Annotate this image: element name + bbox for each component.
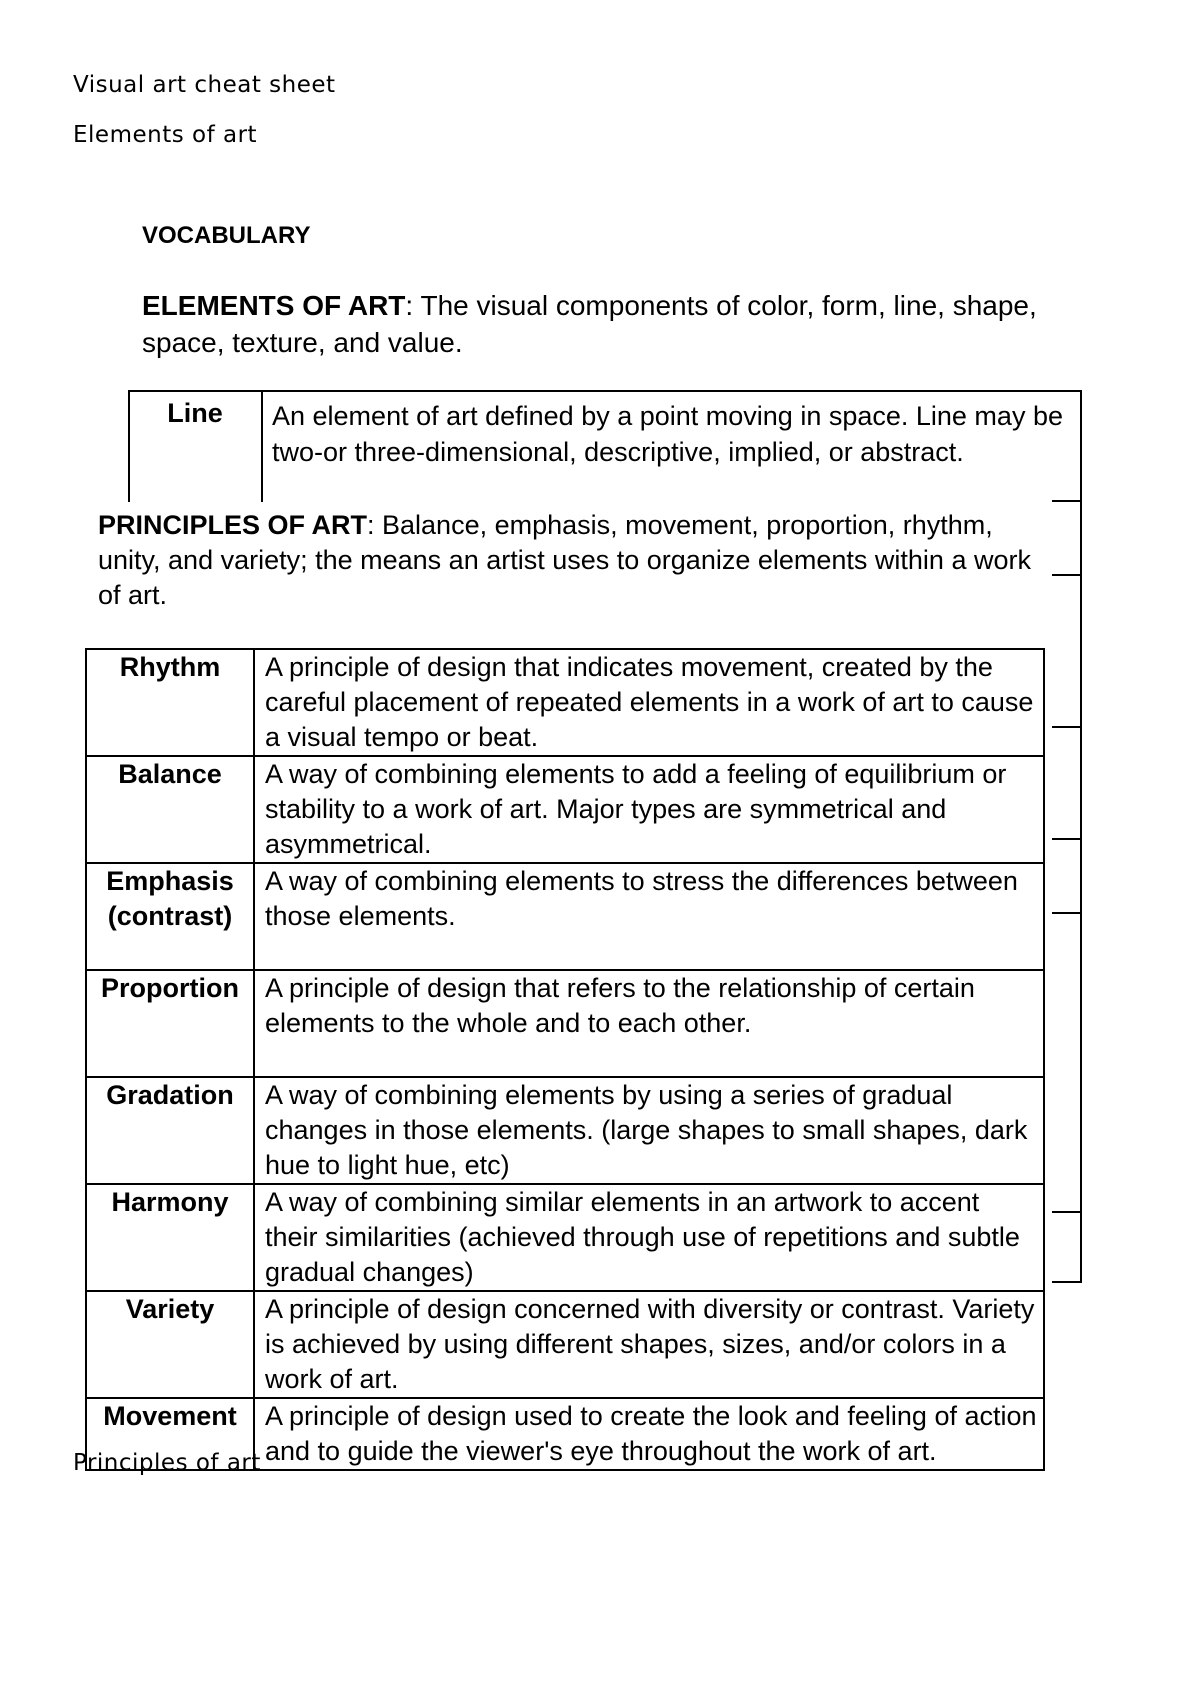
side-border-line [1080,500,1082,1282]
principle-definition: A way of combining elements by using a series of gradual changes in those elements. (large shapes to small shapes, dark hue to light hue, etc) [254,1077,1044,1184]
principle-definition: A principle of design that refers to the relationship of certain elements to the whole and to each other. [254,970,1044,1077]
principles-table [85,648,1045,1471]
table-row [86,1184,1044,1291]
principle-term: Gradation [86,1077,254,1184]
principle-definition: A principle of design used to create the look and feeling of action and to guide the viewer's eye throughout the work of art. [254,1398,1044,1470]
principle-term: Variety [86,1291,254,1398]
side-border-tick [1052,574,1082,576]
principles-term: PRINCIPLES OF ART [98,510,368,540]
line-definition: An element of art defined by a point moving in space. Line may be two-or three-dimensional, descriptive, implied, or abstract. [272,401,1063,467]
principle-definition: A principle of design that indicates movement, created by the careful placement of repeated elements in a work of art to cause a visual tempo or beat. [254,649,1044,756]
side-border-tick [1052,500,1082,502]
side-border-tick [1052,912,1082,914]
side-border-tick [1052,1281,1082,1283]
line-table [128,390,1082,502]
principle-definition: A way of combining elements to stress the differences between those elements. [254,863,1044,970]
line-table-divider [261,392,263,502]
principle-term: Movement [86,1398,254,1470]
principle-definition: A principle of design concerned with diversity or contrast. Variety is achieved by using different shapes, sizes, and/or colors in a work of art. [254,1291,1044,1398]
side-border-tick [1052,838,1082,840]
side-border-tick [1052,726,1082,728]
principles-heading: Principles of art [73,1450,261,1476]
table-row [86,970,1044,1077]
line-term: Line [167,398,223,428]
elements-heading: Elements of art [73,122,258,148]
elements-of-art-definition [142,287,1042,361]
table-row [86,863,1044,970]
principle-term: Emphasis (contrast) [86,863,254,970]
principles-of-art-definition [98,502,1048,613]
table-row [86,649,1044,756]
vocabulary-title: VOCABULARY [142,222,311,249]
principle-term: Balance [86,756,254,863]
principles-text: : Balance, emphasis, movement, proportion, rhythm, unity, and variety; the means an artist uses to organize elements within a work of art. [98,510,1031,610]
principle-definition: A way of combining similar elements in an artwork to accent their similarities (achieved through use of repetitions and subtle gradual changes) [254,1184,1044,1291]
table-row [86,1077,1044,1184]
principle-term: Harmony [86,1184,254,1291]
table-row [86,1291,1044,1398]
elements-term: ELEMENTS OF ART [142,290,406,321]
principle-term: Rhythm [86,649,254,756]
principle-term: Proportion [86,970,254,1077]
side-border-tick [1052,1211,1082,1213]
principle-definition: A way of combining elements to add a feeling of equilibrium or stability to a work of art. Major types are symmetrical and asymmetrical. [254,756,1044,863]
elements-text: : The visual components of color, form, line, shape, space, texture, and value. [142,290,1037,358]
document-title: Visual art cheat sheet [73,72,336,98]
table-row [86,756,1044,863]
